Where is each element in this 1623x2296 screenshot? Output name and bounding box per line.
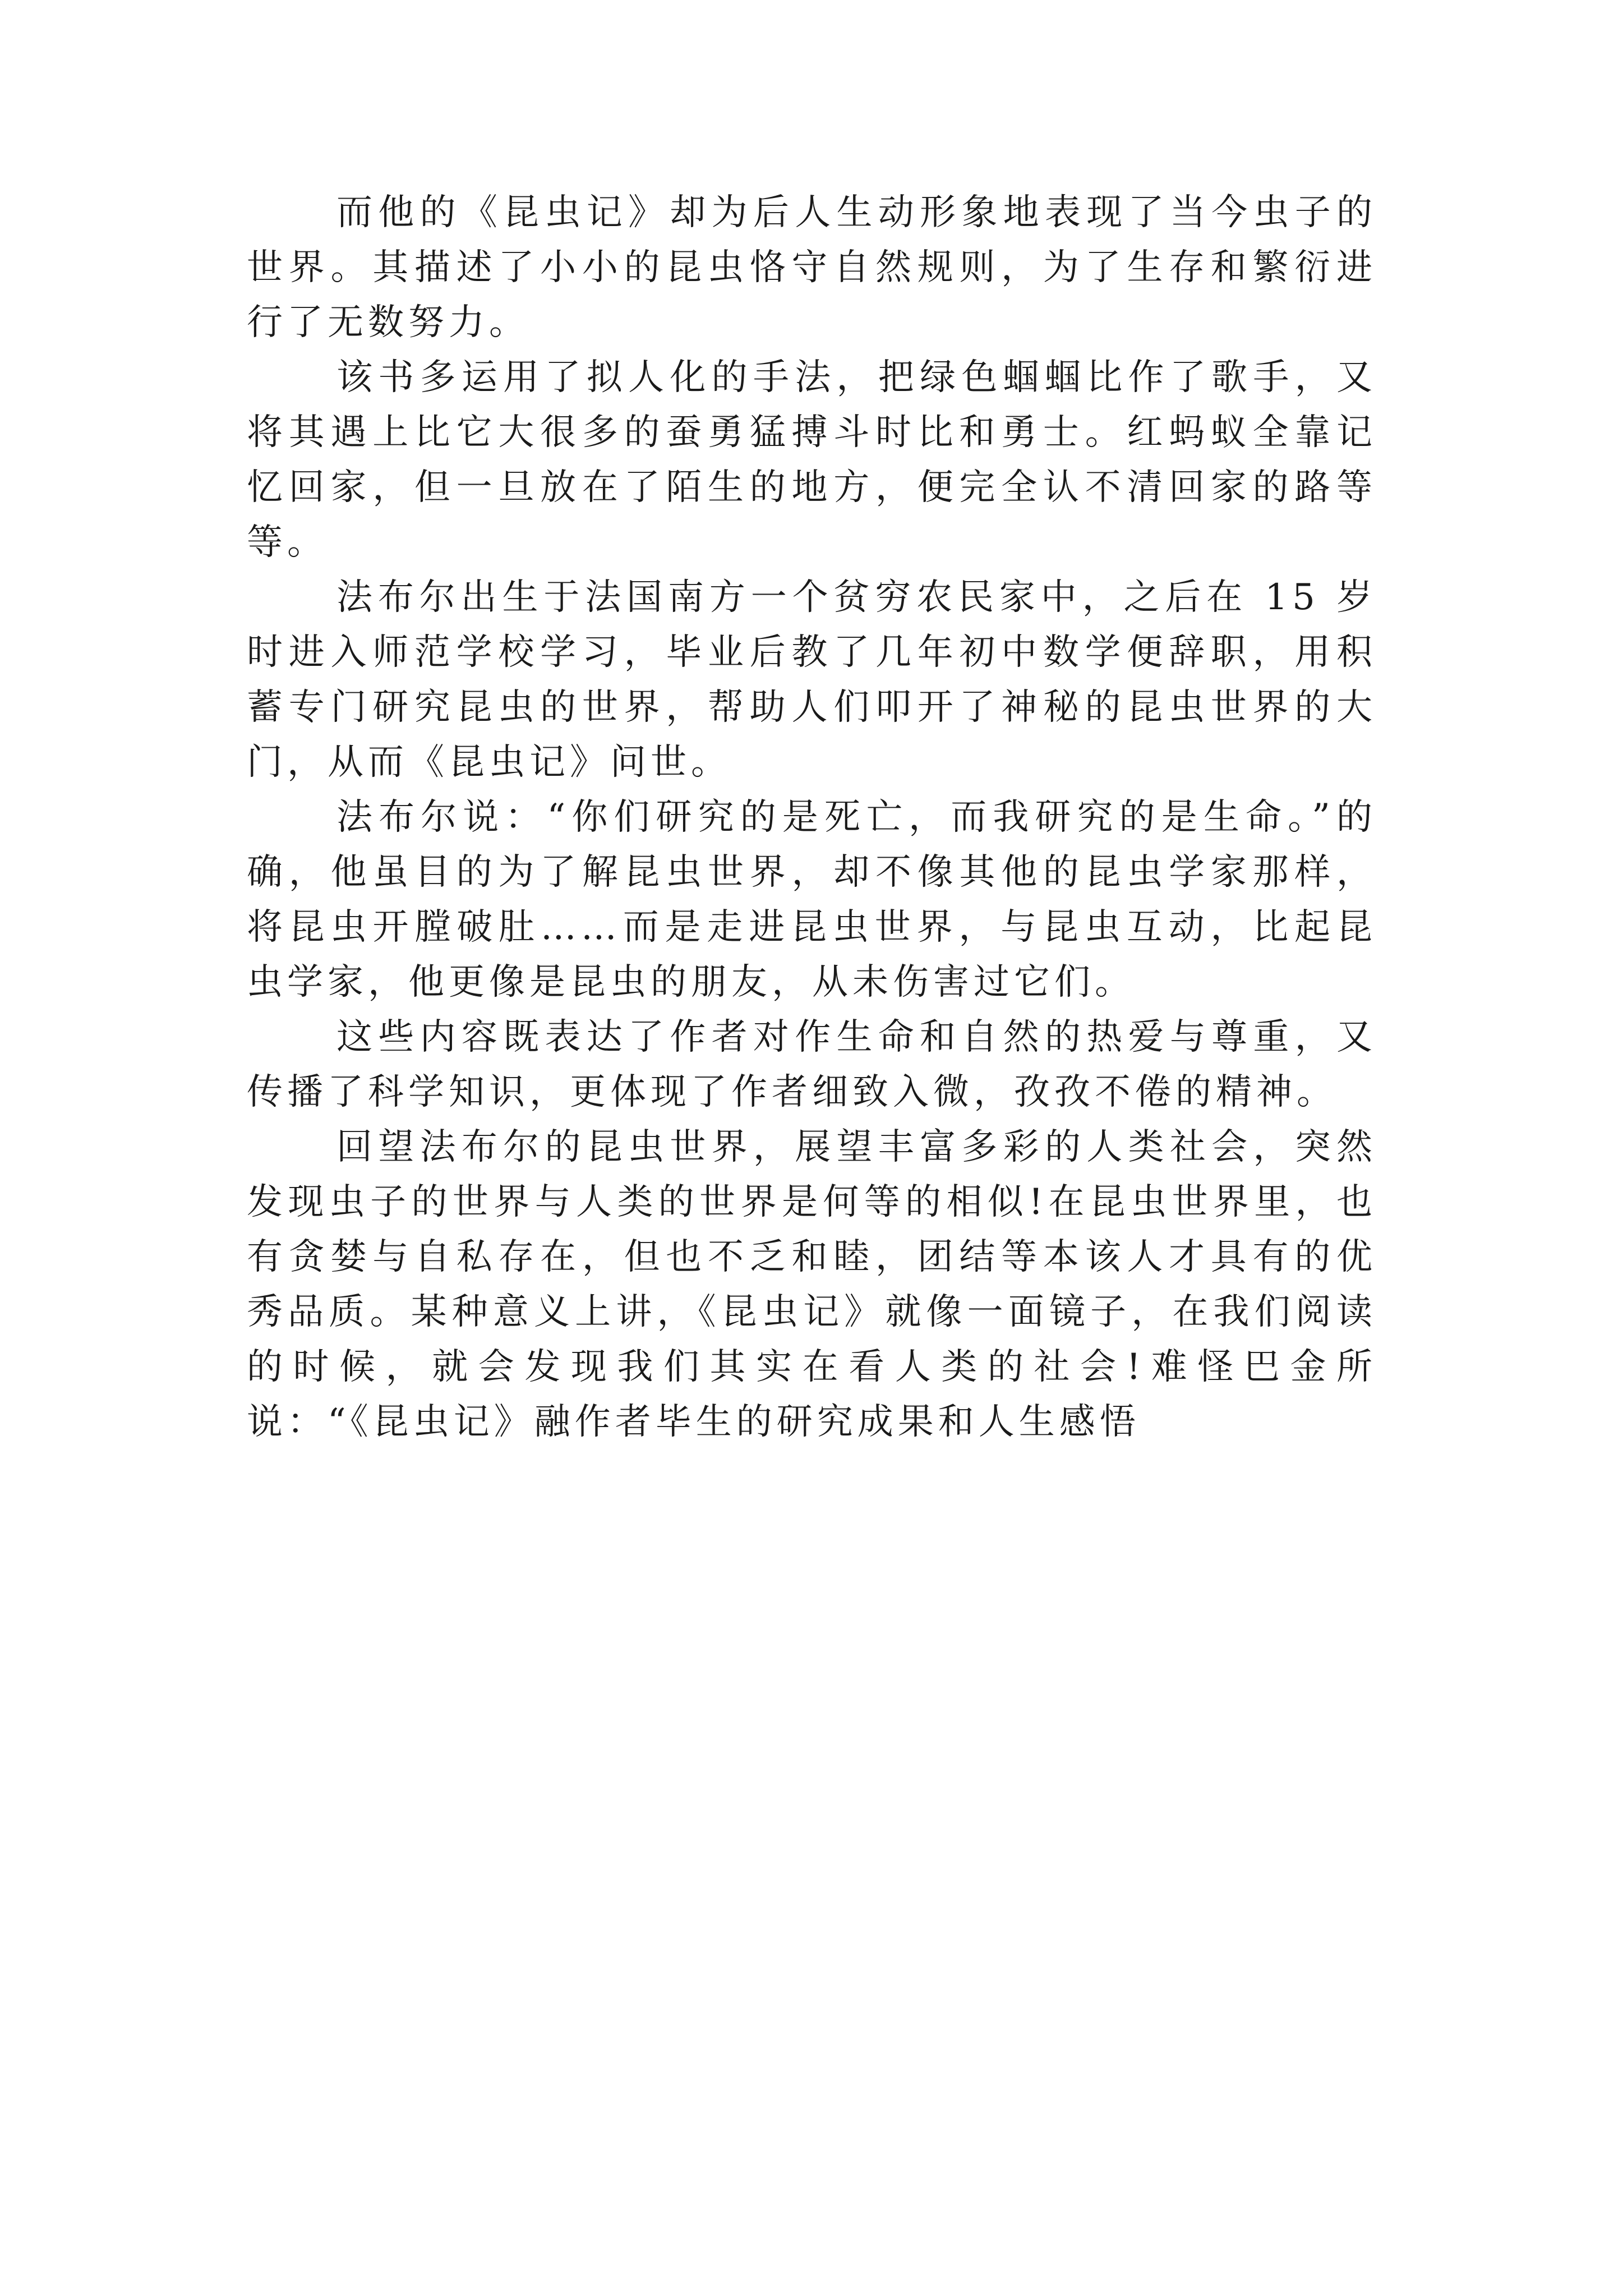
paragraph: 法布尔说：“你们研究的是死亡，而我研究的是生命。”的确，他虽目的为了解昆虫世界，却不像其他的昆虫学家那样，将昆虫开膛破肚……而是走进昆虫世界，与昆虫互动，比起昆虫学家，他更像是昆虫的朋友，从未伤害过它们。 — [247, 797, 1377, 1003]
paragraph: 这些内容既表达了作者对作生命和自然的热爱与尊重，又传播了科学知识，更体现了作者细致入微，孜孜不倦的精神。 — [247, 1016, 1377, 1113]
paragraph: 回望法布尔的昆虫世界，展望丰富多彩的人类社会，突然发现虫子的世界与人类的世界是何等的相似!在昆虫世界里，也有贪婪与自私存在，但也不乏和睦，团结等本该人才具有的优秀品质。某种意义上讲，《昆虫记》就像一面镜子，在我们阅读的时候，就会发现我们其实在看人类的社会!难怪巴金所说：“《昆虫记》融作者毕生的研究成果和人生感悟 — [247, 1126, 1377, 1443]
paragraph: 而他的《昆虫记》却为后人生动形象地表现了当今虫子的世界。其描述了小小的昆虫恪守自然规则，为了生存和繁衍进行了无数努力。 — [247, 192, 1377, 343]
paragraph: 法布尔出生于法国南方一个贫穷农民家中，之后在 15 岁时进入师范学校学习，毕业后教了几年初中数学便辞职，用积蓄专门研究昆虫的世界，帮助人们叩开了神秘的昆虫世界的大门，从而《昆虫记》问世。 — [247, 577, 1377, 783]
document-body — [247, 185, 1377, 1450]
paragraph: 该书多运用了拟人化的手法，把绿色蝈蝈比作了歌手，又将其遇上比它大很多的蚕勇猛搏斗时比和勇士。红蚂蚁全靠记忆回家，但一旦放在了陌生的地方，便完全认不清回家的路等等。 — [247, 357, 1377, 563]
